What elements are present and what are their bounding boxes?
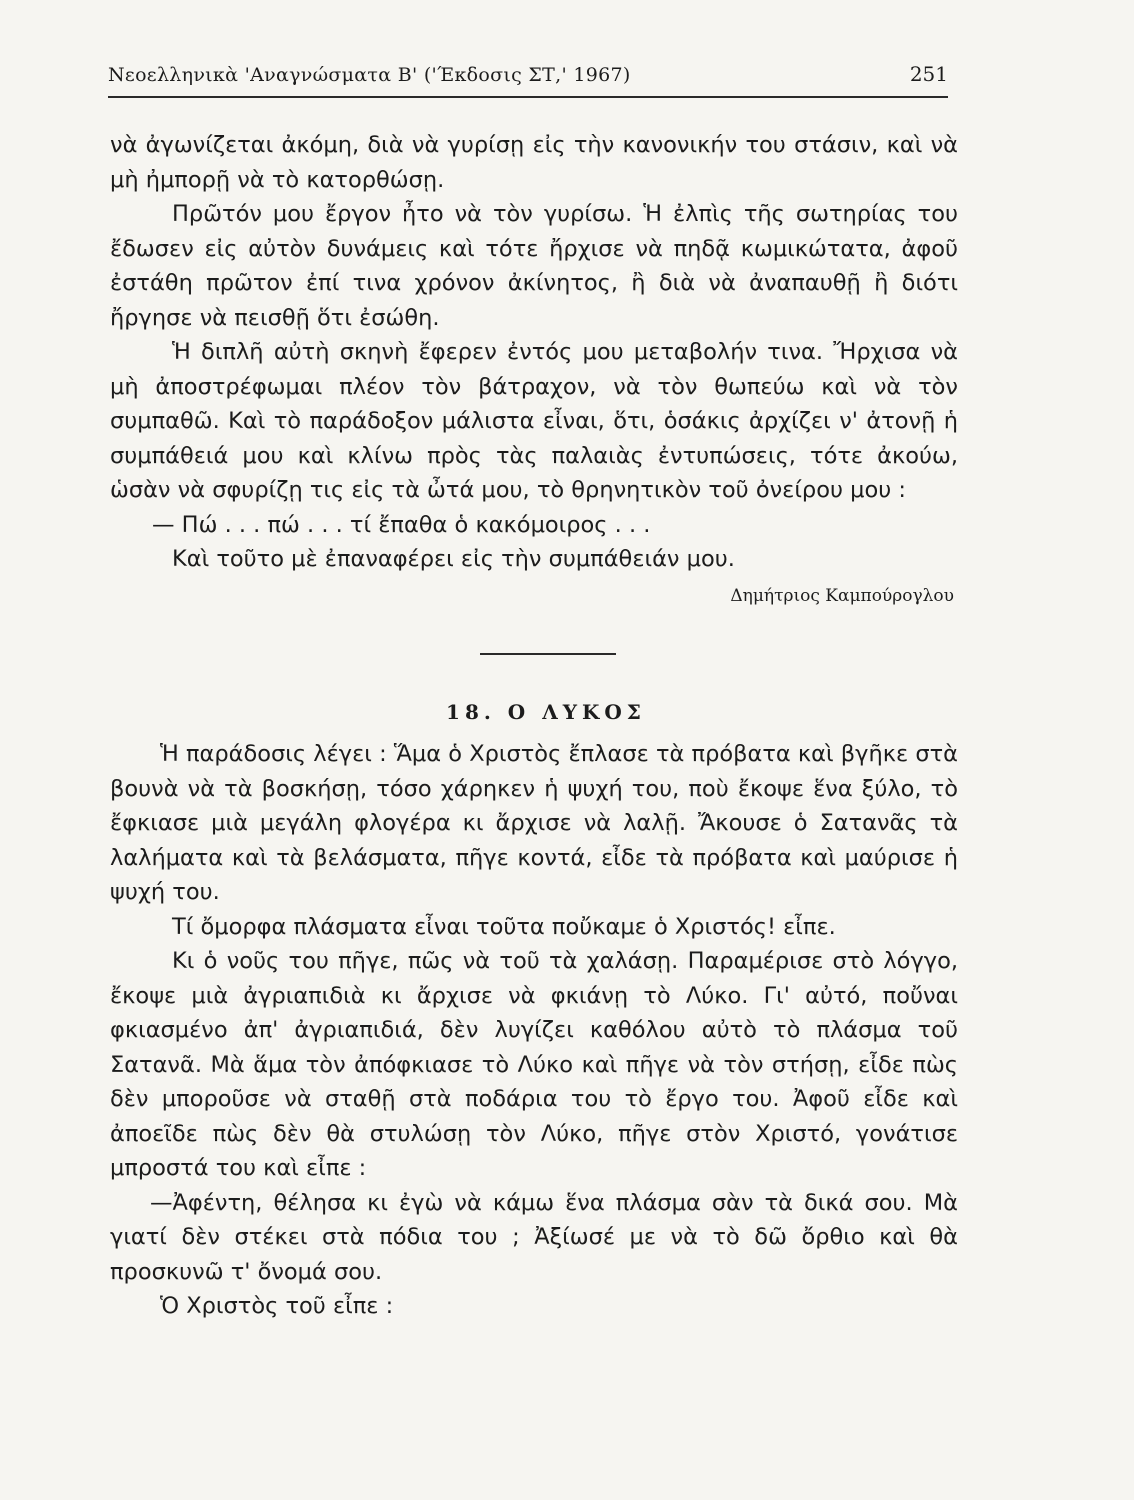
- page-body: [110, 128, 958, 1324]
- section-divider: [480, 653, 616, 655]
- author-signature: Δημήτριος Καμπούρογλου: [730, 585, 954, 606]
- page-header: [108, 58, 948, 98]
- header-rule: [108, 96, 948, 98]
- dialogue-line: —Ἀφέντη, θέλησα κι ἐγὼ νὰ κάμω ἕνα πλάσμα σὰν τὰ δικά σου. Μὰ γιατί δὲν στέκει στὰ πόδια του ; Ἀξίωσέ με νὰ τὸ δῶ ὄρθιο καὶ θὰ προσκυνῶ τ' ὄνομά σου.: [110, 1189, 958, 1285]
- paragraph-continuation: νὰ ἀγωνίζεται ἀκόμη, διὰ νὰ γυρίσῃ εἰς τὴν κανονικήν του στάσιν, καὶ νὰ μὴ ἠμπορῇ νὰ τὸ κατορθώσῃ.: [110, 132, 958, 193]
- running-title: Νεοελληνικὰ 'Αναγνώσματα Β' ('Έκδοσις ΣΤ,' 1967): [108, 64, 631, 86]
- paragraph: Ὁ Χριστὸς τοῦ εἶπε :: [160, 1293, 394, 1319]
- paragraph: Ἡ παράδοσις λέγει : Ἅμα ὁ Χριστὸς ἔπλασε τὰ πρόβατα καὶ βγῆκε στὰ βουνὰ νὰ τὰ βοσκήσῃ, τόσο χάρηκεν ἡ ψυχή του, ποὺ ἔκοψε ἕνα ξύλο, τὸ ἔφκιασε μιὰ μεγάλη φλογέρα κι ἄρχισε νὰ λαλῇ. Ἄκουσε ὁ Σατανᾶς τὰ λαλήματα καὶ τὰ βελάσματα, πῆγε κοντά, εἶδε τὰ πρόβατα καὶ μαύρισε ἡ ψυχή του.: [110, 741, 958, 905]
- section-title: 18. Ο ΛΥΚΟΣ: [446, 699, 646, 724]
- paragraph: Κι ὁ νοῦς του πῆγε, πῶς νὰ τοῦ τὰ χαλάσῃ. Παραμέρισε στὸ λόγγο, ἔκοψε μιὰ ἀγριαπιδιὰ κι ἄρχισε νὰ φκιάνῃ τὸ Λύκο. Γι' αὐτό, ποὔναι φκιασμένο ἀπ' ἀγριαπιδιά, δὲν λυγίζει καθόλου αὐτὸ τὸ πλάσμα τοῦ Σατανᾶ. Μὰ ἅμα τὸν ἀπόφκιασε τὸ Λύκο καὶ πῆγε νὰ τὸν στήσῃ, εἶδε πὼς δὲν μποροῦσε νὰ σταθῇ στὰ ποδάρια του τὸ ἔργο του. Ἀφοῦ εἶδε καὶ ἀποεῖδε πὼς δὲν θὰ στυλώσῃ τὸν Λύκο, πῆγε στὸν Χριστό, γονάτισε μπροστά του καὶ εἶπε :: [110, 948, 958, 1181]
- page-number: 251: [909, 62, 948, 86]
- paragraph: Καὶ τοῦτο μὲ ἐπαναφέρει εἰς τὴν συμπάθειάν μου.: [172, 546, 735, 572]
- dialogue-line: — Πώ . . . πώ . . . τί ἔπαθα ὁ κακόμοιρος . . .: [152, 511, 651, 538]
- paragraph: Ἡ διπλῆ αὐτὴ σκηνὴ ἔφερεν ἐντός μου μεταβολήν τινα. Ἤρχισα νὰ μὴ ἀποστρέφωμαι πλέον τὸν βάτραχον, νὰ τὸν θωπεύω καὶ νὰ τὸν συμπαθῶ. Καὶ τὸ παράδοξον μάλιστα εἶναι, ὅτι, ὁσάκις ἀρχίζει ν' ἀτονῇ ἡ συμπάθειά μου καὶ κλίνω πρὸς τὰς παλαιὰς ἐντυπώσεις, τότε ἀκούω, ὡσὰν νὰ σφυρίζῃ τις εἰς τὰ ὦτά μου, τὸ θρηνητικὸν τοῦ ὀνείρου μου :: [110, 339, 958, 503]
- paragraph: Πρῶτόν μου ἔργον ἦτο νὰ τὸν γυρίσω. Ἡ ἐλπὶς τῆς σωτηρίας του ἔδωσεν εἰς αὐτὸν δυνάμεις καὶ τότε ἤρχισε νὰ πηδᾷ κωμικώτατα, ἀφοῦ ἐστάθη πρῶτον ἐπί τινα χρόνον ἀκίνητος, ἢ διὰ νὰ ἀναπαυθῇ ἢ διότι ἤργησε νὰ πεισθῇ ὅτι ἐσώθη.: [110, 201, 958, 331]
- paragraph: Τί ὄμορφα πλάσματα εἶναι τοῦτα ποὔκαμε ὁ Χριστός! εἶπε.: [172, 913, 836, 940]
